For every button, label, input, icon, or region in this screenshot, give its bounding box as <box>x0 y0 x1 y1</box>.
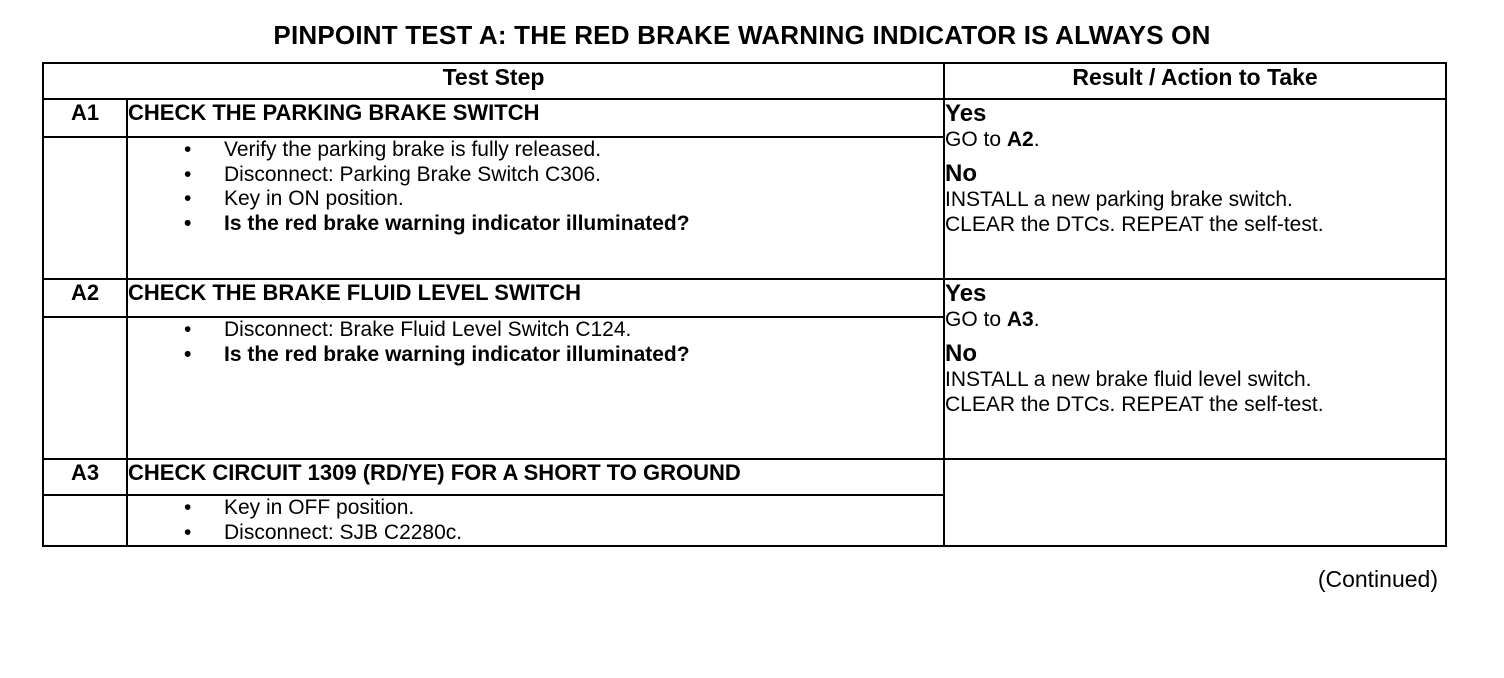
result-yes-action: GO to A2. <box>945 128 1040 151</box>
result-no-label: No <box>945 340 978 367</box>
result-yes-label: Yes <box>945 100 987 127</box>
step-heading: CHECK CIRCUIT 1309 (RD/YE) FOR A SHORT TO GROUND <box>127 459 944 495</box>
result-yes-label: Yes <box>945 280 987 307</box>
list-item: • Key in ON position. <box>184 187 404 211</box>
step-id: A2 <box>43 279 127 317</box>
result-yes-action: GO to A3. <box>945 308 1040 331</box>
pinpoint-test-table <box>42 62 1447 547</box>
list-item: • Key in OFF position. <box>184 496 415 519</box>
step-a3-result <box>944 459 1446 546</box>
step-a1-heading-row <box>43 99 1446 137</box>
result-no-label: No <box>945 160 978 187</box>
result-no-action-2: CLEAR the DTCs. REPEAT the self-test. <box>945 393 1324 416</box>
result-no-action-1: INSTALL a new brake fluid level switch. <box>945 368 1312 391</box>
list-item: • Verify the parking brake is fully released. <box>184 138 602 162</box>
step-reference: A2 <box>1006 128 1034 151</box>
table-header-row <box>43 63 1446 99</box>
step-a1-result <box>944 99 1446 279</box>
step-a3-heading-row <box>43 459 1446 495</box>
list-item: • Disconnect: Parking Brake Switch C306. <box>184 162 602 186</box>
step-a3-bullets <box>127 495 944 546</box>
list-item-question: • Is the red brake warning indicator illuminated? <box>184 342 690 366</box>
header-test-step: Test Step <box>43 63 944 99</box>
list-item: • Disconnect: Brake Fluid Level Switch C124. <box>184 318 632 342</box>
step-id: A3 <box>43 459 127 495</box>
step-a2-heading-row <box>43 279 1446 317</box>
page-title: PINPOINT TEST A: THE RED BRAKE WARNING INDICATOR IS ALWAYS ON <box>273 20 1211 50</box>
header-result: Result / Action to Take <box>944 63 1446 99</box>
step-heading: CHECK THE BRAKE FLUID LEVEL SWITCH <box>127 279 944 317</box>
step-a2-bullets <box>127 317 944 459</box>
step-reference: A3 <box>1006 308 1034 331</box>
step-heading: CHECK THE PARKING BRAKE SWITCH <box>127 99 944 137</box>
step-id: A1 <box>43 99 127 137</box>
result-no-action-1: INSTALL a new parking brake switch. <box>945 188 1293 211</box>
list-item-question: • Is the red brake warning indicator illuminated? <box>184 211 690 235</box>
step-a1-bullets <box>127 137 944 279</box>
step-a2-result <box>944 279 1446 459</box>
continued-label: (Continued) <box>1317 566 1438 592</box>
result-no-action-2: CLEAR the DTCs. REPEAT the self-test. <box>945 213 1324 236</box>
list-item: • Disconnect: SJB C2280c. <box>184 520 463 544</box>
